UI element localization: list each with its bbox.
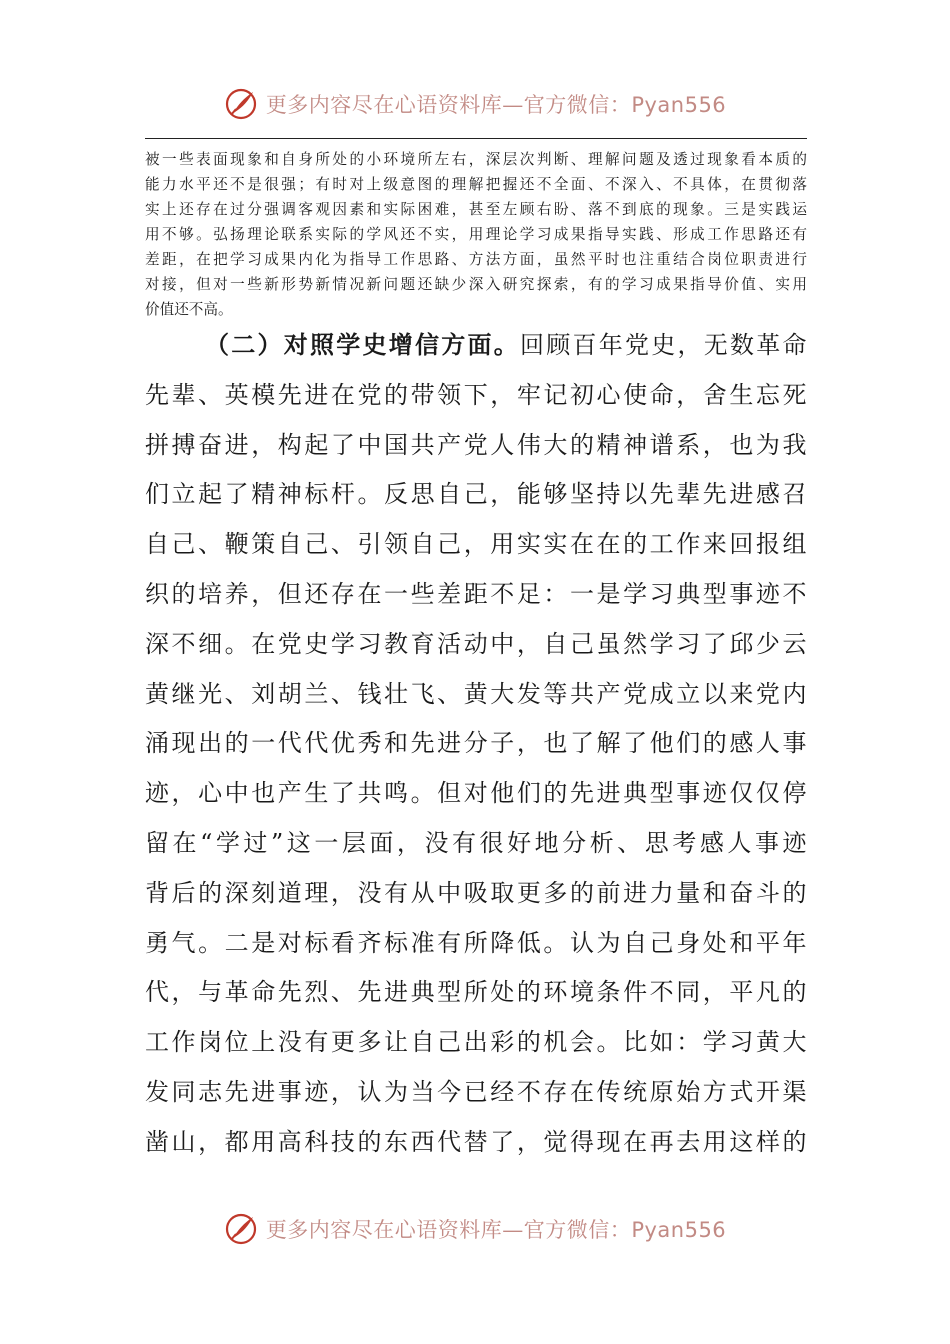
section-first-line [145, 321, 807, 371]
text-line: 迹，心中也产生了共鸣。但对他们的先进典型事迹仅仅停 [145, 779, 807, 808]
text-line: 背后的深刻道理，没有从中吸取更多的前进力量和奋斗的 [145, 878, 807, 907]
banner-text: 更多内容尽在心语资料库—官方微信：Pyan556 [265, 93, 727, 117]
header-watermark-banner [0, 84, 950, 124]
text-line: 留在“学过”这一层面，没有很好地分析、思考感人事迹 [145, 828, 807, 857]
quill-pen-logo-icon [224, 87, 258, 121]
text-line: 凿山，都用高科技的东西代替了，觉得现在再去用这样的 [145, 1127, 807, 1156]
text-line: 代，与革命先烈、先进典型所处的环境条件不同，平凡的 [145, 978, 807, 1007]
text-line: 用不够。弘扬理论联系实际的学风还不实，用理论学习成果指导实践、形成工作思路还有 [145, 226, 807, 243]
text-line: 涌现出的一代代优秀和先进分子，也了解了他们的感人事 [145, 729, 807, 758]
section-first-line-text: 回顾百年党史，无数革命 [520, 331, 807, 359]
section-two-body [145, 321, 807, 1168]
text-line: 们立起了精神标杆。反思自己，能够坚持以先辈先进感召 [145, 480, 807, 509]
text-line: 拼搏奋进，构起了中国共产党人伟大的精神谱系，也为我 [145, 430, 807, 459]
text-line: 深不细。在党史学习教育活动中，自己虽然学习了邱少云 [145, 629, 807, 658]
text-line: 能力水平还不是很强；有时对上级意图的理解把握还不全面、不深入、不具体，在贯彻落 [145, 176, 807, 193]
text-line: 对接，但对一些新形势新情况新问题还缺少深入研究探索，有的学习成果指导价值、实用 [145, 276, 807, 293]
continuation-paragraph [145, 147, 807, 322]
section-heading: （二）对照学史增信方面。 [205, 331, 520, 359]
text-line: 价值还不高。 [145, 301, 233, 318]
footer-watermark-banner [0, 1209, 950, 1249]
text-line: 织的培养，但还存在一些差距不足：一是学习典型事迹不 [145, 579, 807, 608]
text-line: 黄继光、刘胡兰、钱壮飞、黄大发等共产党成立以来党内 [145, 679, 807, 708]
text-line: 差距，在把学习成果内化为指导工作思路、方法方面，虽然平时也注重结合岗位职责进行 [145, 251, 807, 268]
text-line: 发同志先进事迹，认为当今已经不存在传统原始方式开渠 [145, 1077, 807, 1106]
header-divider [145, 138, 807, 139]
text-line: 工作岗位上没有更多让自己出彩的机会。比如：学习黄大 [145, 1028, 807, 1057]
text-line: 被一些表面现象和自身所处的小环境所左右，深层次判断、理解问题及透过现象看本质的 [145, 151, 807, 168]
text-line: 勇气。二是对标看齐标准有所降低。认为自己身处和平年 [145, 928, 807, 957]
banner-wechat-handle: Pyan556 [631, 1218, 727, 1242]
text-line: 实上还存在过分强调客观因素和实际困难，甚至左顾右盼、落不到底的现象。三是实践运 [145, 201, 807, 218]
quill-pen-logo-icon [224, 1212, 258, 1246]
banner-wechat-handle: Pyan556 [631, 93, 727, 117]
text-line: 先辈、英模先进在党的带领下，牢记初心使命，舍生忘死 [145, 380, 807, 409]
banner-text: 更多内容尽在心语资料库—官方微信：Pyan556 [265, 1218, 727, 1242]
text-line: 自己、鞭策自己、引领自己，用实实在在的工作来回报组 [145, 530, 807, 559]
